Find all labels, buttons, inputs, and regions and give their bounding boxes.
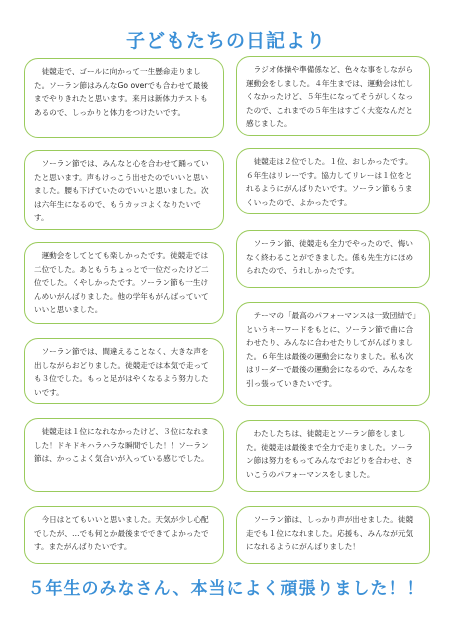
diary-entry-7: ソーラン節では、間違えることなく、大きな声を出しながらおどりました。徒競走では本気で走っても３位でした。もっと足がはやくなるよう努力したいです。 (24, 338, 224, 404)
diary-entry-11: 今日はとてもいいと思いました。天気が少し心配でしたが、…でも何とか最後までできてよかったです。またがんばりたいです。 (24, 506, 224, 564)
page-title: 子どもたちの日記より (125, 30, 326, 52)
diary-entry-5: 運動会をしてとても楽しかったです。徒競走では二位でした。あともうちょっとで一位だったけど二位でした。くやしかったです。ソーラン節も一生けんめいがんばりました。他の学年もがんばっていていいと思いました。 (24, 242, 224, 324)
diary-entry-3: ソーラン節では、みんなと心を合わせて踊っていたと思います。声もけっこう出せたのでいいと思いました。腰も下げていたのでいいと思いました。次は六年生になるので、もうカッコよくなりたいです。 (24, 150, 224, 230)
diary-entry-6: ソーラン節、徒競走も全力でやったので、悔いなく終わることができました。係も先生方にほめられたので、うれしかったです。 (236, 230, 430, 288)
diary-entry-12: ソーラン節は、しっかり声が出せました。徒競走でも１位になれました。応援も、みんなが元気になれるようにがんばりました！ (236, 506, 430, 564)
diary-entry-9: 徒競走は１位になれなかったけど、３位になれました！ドキドキハラハラな瞬間でした！！ソーラン節は、かっこよく気合いが入っている感じでした。 (24, 418, 224, 492)
diary-entry-10: わたしたちは、徒競走とソーラン節をしました。徒競走は最後まで全力で走りました。ソーラン節は努力をもってみんなでおどりを合わせ、さいこうのパフォーマンスをしました。 (236, 420, 430, 492)
diary-entry-4: 徒競走は２位でした。１位、おしかったです。６年生はリレーです。協力してリレーは１位をとれるようにがんばりたいです。ソーラン節もうまくいったので、よかったです。 (236, 148, 430, 214)
diary-entry-2: ラジオ体操や準備係など、色々な事をしながら運動会をしました。４年生までは、運動会は忙しくなかったけど、５年生になってそうがしくなったので、これまでの５年生はすごく大変なんだと感じました。 (236, 56, 430, 136)
diary-entry-1: 徒競走で、ゴールに向かって一生懸命走りました。ソーラン節はみんなGo overでも合わせて最後までやりきれたと思います。来月は新体力テストもあるので、しっかりと体力をつけたいです。 (24, 58, 224, 138)
closing-message: ５年生のみなさん、本当によく頑張りました！！ (27, 579, 425, 599)
diary-entry-8: テーマの「最高のパフォーマンスは一致団結で」というキーワードをもとに、ソーラン節で曲に合わせたり、みんなに合わせたりしてがんばりました。６年生は最後の運動会になりました。私も次はリーダーで最後の運動会になるので、みんなを引っ張っていきたいです。 (236, 302, 430, 406)
